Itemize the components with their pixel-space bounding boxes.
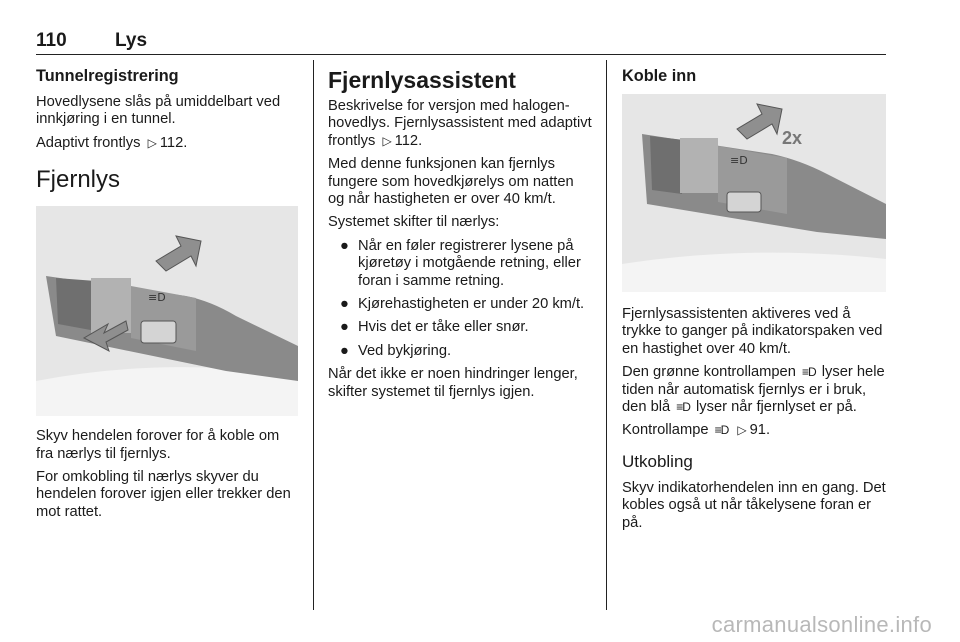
auto-high-beam-lamp-icon: ≡D (802, 365, 816, 380)
page-ref: 91. (749, 422, 771, 439)
paragraph: Når det ikke er noen hindringer lenger, skifter systemet til fjernlys igjen. (328, 366, 578, 400)
paragraph: Fjernlysassistenten aktiveres ved å trykke to ganger på indikatorspaken ved en hastighet over 40 km/t. (622, 306, 883, 357)
paragraph: Kontrollampe ≡D ▷ 91. (622, 422, 771, 439)
auto-high-beam-lamp-icon: ≡D (714, 423, 729, 438)
paragraph: Systemet skifter til nærlys: (328, 214, 500, 231)
page-ref: 112. (394, 132, 423, 149)
section-heading-tunnel: Tunnelregistrering (36, 67, 179, 85)
bullet-icon: ● (340, 319, 349, 336)
svg-text:≡D: ≡D (148, 291, 166, 305)
condition-list (328, 238, 592, 360)
paragraph: Skyv hendelen forover for å koble om fra nærlys til fjernlys. (36, 428, 280, 462)
paragraph: Hovedlysene slås på umiddelbart ved innkjøring i en tunnel. (36, 94, 281, 128)
list-item: ● Hvis det er tåke eller snør. (340, 319, 529, 336)
column-divider (313, 60, 314, 610)
paragraph (328, 98, 592, 150)
page-header (36, 30, 886, 55)
watermark: carmanualsonline.info (711, 612, 932, 637)
page-ref-arrow-icon: ▷ (382, 133, 392, 148)
paragraph: Den grønne kontrollampen ≡D lyser hele tiden når automatisk fjernlys er i bruk, den blå ≡D lyser når fjernlyset er på. (622, 364, 885, 416)
high-beam-lamp-icon: ≡D (676, 400, 690, 415)
bullet-icon: ● (340, 237, 349, 254)
chapter-title: Lys (115, 30, 148, 51)
column-middle (328, 66, 592, 407)
svg-text:≡D: ≡D (730, 154, 748, 167)
section-heading-koble-inn: Koble inn (622, 67, 697, 85)
paragraph: Skyv indikatorhendelen inn en gang. Det kobles også ut når tåkelysene foran er på. (622, 479, 886, 531)
section-heading-utkobling: Utkobling (622, 451, 693, 471)
section-heading-fjernlys: Fjernlys (36, 166, 121, 194)
page-ref-arrow-icon: ▷ (737, 423, 747, 438)
text: Beskrivelse for versjon med halogen-hovedlys. Fjernlysassistent med adaptivt frontlys (328, 98, 592, 149)
paragraph (36, 135, 300, 152)
list-item: ● Ved bykjøring. (340, 342, 452, 359)
page-ref: 112. (159, 134, 188, 151)
bullet-icon: ● (340, 342, 349, 359)
column-divider (606, 60, 607, 610)
paragraph: For omkobling til nærlys skyver du hendelen forover igjen eller trekker den mot rattet. (36, 469, 291, 520)
list-item: ● Når en føler registrerer lysene på kjøretøy i motgående retning, eller foran i samme retning. (340, 237, 581, 289)
paragraph: Med denne funksjonen kan fjernlys fungere som hovedkjørelys om natten og når hastigheten er over 40 km/t. (328, 156, 574, 208)
text: Adaptivt frontlys (36, 134, 141, 151)
bullet-icon: ● (340, 296, 349, 313)
page-number: 110 (36, 30, 67, 51)
list-item: ● Kjørehastigheten er under 20 km/t. (340, 296, 585, 313)
lever-illustration (36, 206, 298, 416)
section-heading-fjernlysassistent: Fjernlysassistent (328, 67, 516, 93)
figure-label: 2x (782, 128, 803, 148)
column-left (36, 66, 300, 527)
lever-illustration-2x (622, 94, 886, 292)
page-ref-arrow-icon: ▷ (147, 135, 157, 150)
column-right (622, 66, 888, 538)
